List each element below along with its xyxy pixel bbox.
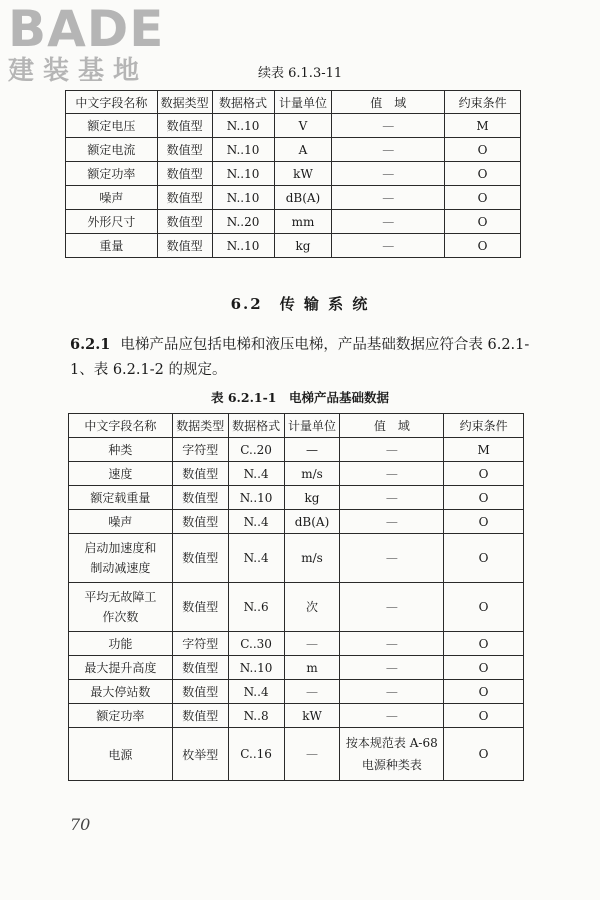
table-cell: 数值型 [172,704,228,728]
table-cell: O [445,210,521,234]
section-title: 6.2 传 输 系 统 [230,295,370,313]
table-cell: kW [274,162,332,186]
header-cell: 数据格式 [228,414,284,438]
table-row [69,438,524,462]
table-cell: — [284,632,340,656]
table-cell: N..4 [228,510,284,534]
table-cell: 额定电压 [66,114,158,138]
table-row [66,162,521,186]
table-cell: N..10 [212,234,274,258]
table-cell: O [444,534,524,583]
table-cell: — [284,438,340,462]
table-cell: — [332,186,445,210]
table-cell: O [444,486,524,510]
table-cell: 数值型 [157,186,212,210]
table-row [69,728,524,781]
table1-caption: 续表 6.1.3-11 [258,66,343,81]
table-cell: N..10 [212,138,274,162]
table-cell: O [444,583,524,632]
table-cell: N..10 [212,162,274,186]
table-cell: N..6 [228,583,284,632]
table-cell: kg [274,234,332,258]
table-cell: — [332,138,445,162]
table-row [69,632,524,656]
table-cell: O [444,728,524,781]
table-cell: O [445,162,521,186]
table-cell: 种类 [69,438,173,462]
table-cell: — [340,462,444,486]
table-cell: dB(A) [274,186,332,210]
header-cell: 中文字段名称 [66,91,158,114]
paragraph-6-2-1 [70,332,530,383]
header-cell: 计量单位 [274,91,332,114]
table-cell: — [340,510,444,534]
table-cell: 按本规范表 A-68 电源种类表 [340,728,444,781]
table-cell: 数值型 [172,656,228,680]
table-cell: kW [284,704,340,728]
header-cell: 中文字段名称 [69,414,173,438]
table-cell: 字符型 [172,632,228,656]
table-cell: — [332,114,445,138]
table-row [69,704,524,728]
table-cell: N..4 [228,680,284,704]
header-cell: 数据格式 [212,91,274,114]
clause-text: 电梯产品应包括电梯和液压电梯，产品基础数据应符合表 6.2.1-1、表 6.2.1-2 的规定。 [70,337,530,378]
table-cell: O [444,462,524,486]
table-cell: O [444,510,524,534]
table-cell: 数值型 [172,462,228,486]
table-cell: O [444,680,524,704]
table-cell: 额定功率 [66,162,158,186]
table-row [66,210,521,234]
table-header-row [69,414,524,438]
table-cell: M [444,438,524,462]
header-cell: 值 域 [332,91,445,114]
table-cell: — [340,438,444,462]
table-cell: 额定电流 [66,138,158,162]
table-row [69,680,524,704]
table-cell: 数值型 [172,486,228,510]
table-cell: N..4 [228,534,284,583]
table-cell: A [274,138,332,162]
table-cell: 数值型 [172,583,228,632]
table-cell: V [274,114,332,138]
table-cell: — [332,162,445,186]
table-cell: O [444,704,524,728]
table-row [66,186,521,210]
header-cell: 数据类型 [172,414,228,438]
table-cell: kg [284,486,340,510]
table-cell: — [332,210,445,234]
table-row [69,656,524,680]
table-cell: 电源 [69,728,173,781]
table-cell: — [284,680,340,704]
table-row [69,486,524,510]
table-cell: 数值型 [157,162,212,186]
table-cell: — [340,632,444,656]
table2-caption: 表 6.2.1-1 电梯产品基础数据 [210,390,390,405]
table-cell: N..20 [212,210,274,234]
table-cell: 噪声 [69,510,173,534]
table-cell: N..10 [212,186,274,210]
header-cell: 约束条件 [445,91,521,114]
table-cell: 功能 [69,632,173,656]
header-cell: 约束条件 [444,414,524,438]
table-cell: dB(A) [284,510,340,534]
table-row [66,138,521,162]
table-cell: N..10 [228,656,284,680]
table-cell: — [284,728,340,781]
table-6-1-3-11-continued [65,90,521,258]
table-cell: 数值型 [172,510,228,534]
table-cell: C..16 [228,728,284,781]
table-cell: 数值型 [157,234,212,258]
table-cell: 最大停站数 [69,680,173,704]
table-row [69,583,524,632]
table-cell: — [340,583,444,632]
table-cell: O [445,138,521,162]
logo-subtitle: 建装基地 [8,56,149,86]
table-cell: m/s [284,462,340,486]
table-cell: mm [274,210,332,234]
table-cell: 启动加速度和制动减速度 [69,534,173,583]
table-cell: M [445,114,521,138]
bade-logo [8,0,183,86]
header-cell: 值 域 [340,414,444,438]
table-cell: 最大提升高度 [69,656,173,680]
logo-wordmark: BADE [8,0,165,58]
page-number: 70 [70,815,91,834]
table-cell: O [444,656,524,680]
table-row [66,234,521,258]
table-cell: 额定载重量 [69,486,173,510]
header-cell: 数据类型 [157,91,212,114]
table-cell: 数值型 [157,138,212,162]
table-cell: O [445,234,521,258]
table-cell: 平均无故障工作次数 [69,583,173,632]
table-cell: 重量 [66,234,158,258]
table-cell: — [340,656,444,680]
table-cell: C..20 [228,438,284,462]
table-cell: — [340,486,444,510]
table-cell: 数值型 [157,114,212,138]
table-cell: N..4 [228,462,284,486]
table-row [66,114,521,138]
table-cell: 字符型 [172,438,228,462]
table-cell: 数值型 [172,534,228,583]
table-cell: N..10 [228,486,284,510]
table-row [69,462,524,486]
table-6-2-1-1-elevator-data [68,413,524,781]
table-cell: 枚举型 [172,728,228,781]
table-cell: O [444,632,524,656]
table-cell: 额定功率 [69,704,173,728]
table-cell: N..8 [228,704,284,728]
table-header-row [66,91,521,114]
table-cell: 噪声 [66,186,158,210]
table-cell: 数值型 [157,210,212,234]
table-cell: m/s [284,534,340,583]
table-cell: m [284,656,340,680]
table-cell: 数值型 [172,680,228,704]
table-cell: C..30 [228,632,284,656]
table-cell: 外形尺寸 [66,210,158,234]
table-cell: 速度 [69,462,173,486]
table-row [69,534,524,583]
table-cell: — [340,680,444,704]
header-cell: 计量单位 [284,414,340,438]
table-row [69,510,524,534]
table-cell: — [340,534,444,583]
table-cell: N..10 [212,114,274,138]
table-cell: O [445,186,521,210]
table-cell: — [332,234,445,258]
table-cell: 次 [284,583,340,632]
clause-number: 6.2.1 [70,336,111,353]
table-cell: — [340,704,444,728]
